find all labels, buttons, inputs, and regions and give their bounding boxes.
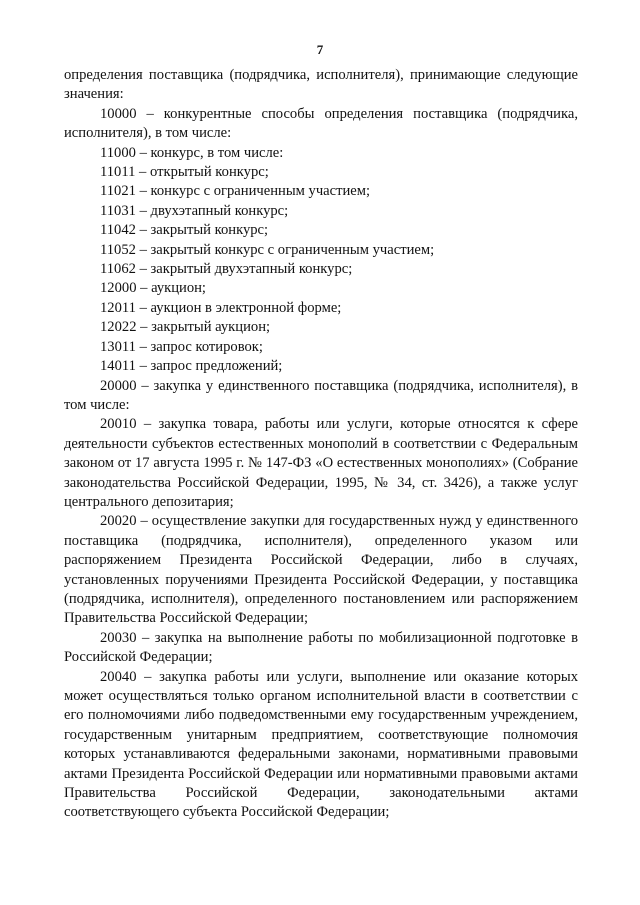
code-list-item: 13011 – запрос котировок;: [100, 338, 263, 355]
code-list-item: 14011 – запрос предложений;: [100, 358, 283, 375]
paragraph: 20000 – закупка у единственного поставщика (подрядчика, исполнителя), в том числе:: [64, 377, 578, 413]
paragraph: 20010 – закупка товара, работы или услуги, которые относятся к сфере деятельности субъектов естественных монополий в соответствии с Федеральным законом от 17 августа 1995 г. № 147-ФЗ «О естественных монополиях» (Собрание законодательства Российской Федерации, 1995, № 34, ст. 3426), а также услуг центрального депозитария;: [64, 416, 578, 510]
code-list-item: 11021 – конкурс с ограниченным участием;: [100, 183, 371, 200]
paragraph: определения поставщика (подрядчика, исполнителя), принимающие следующие значения:: [64, 67, 578, 103]
page-number: 7: [316, 42, 324, 57]
paragraph: 20030 – закупка на выполнение работы по мобилизационной подготовке в Российской Федерации;: [64, 629, 578, 666]
code-list-item: 11000 – конкурс, в том числе:: [100, 144, 284, 161]
code-list-item: 12000 – аукцион;: [100, 280, 206, 297]
code-list-item: 11011 – открытый конкурс;: [100, 164, 269, 181]
paragraph: 10000 – конкурентные способы определения поставщика (подрядчика, исполнителя), в том числе:: [64, 105, 578, 142]
paragraph: 20040 – закупка работы или услуги, выполнение или оказание которых может осуществляться только органом исполнительной власти в соответствии с его полномочиями либо подведомственными ему государственным учреждением, государственным унитарным предприятием, соответствующие полномочия которых устанавливаются федеральными законами, нормативными правовыми актами Президента Российской Федерации или нормативными правовыми актами Правительства Российской Федерации, законодательными актами соответствующего субъекта Российской Федерации;: [64, 668, 578, 821]
code-list-item: 11042 – закрытый конкурс;: [100, 222, 269, 239]
paragraph: 20020 – осуществление закупки для государственных нужд у единственного поставщика (подрядчика, исполнителя), определенного указом или распоряжением Президента Российской Федерации, либо в случаях, установленных поручениями Президента Российской Федерации, у поставщика (подрядчика, исполнителя), определенного постановлением или распоряжением Правительства Российской Федерации;: [64, 513, 578, 627]
code-list-item: 12011 – аукцион в электронной форме;: [100, 299, 342, 316]
code-list-item: 11031 – двухэтапный конкурс;: [100, 202, 289, 219]
code-list-item: 12022 – закрытый аукцион;: [100, 319, 271, 336]
code-list-item: 11052 – закрытый конкурс с ограниченным участием;: [100, 241, 435, 258]
code-list-item: 11062 – закрытый двухэтапный конкурс;: [100, 261, 353, 278]
document-body: [64, 66, 578, 823]
